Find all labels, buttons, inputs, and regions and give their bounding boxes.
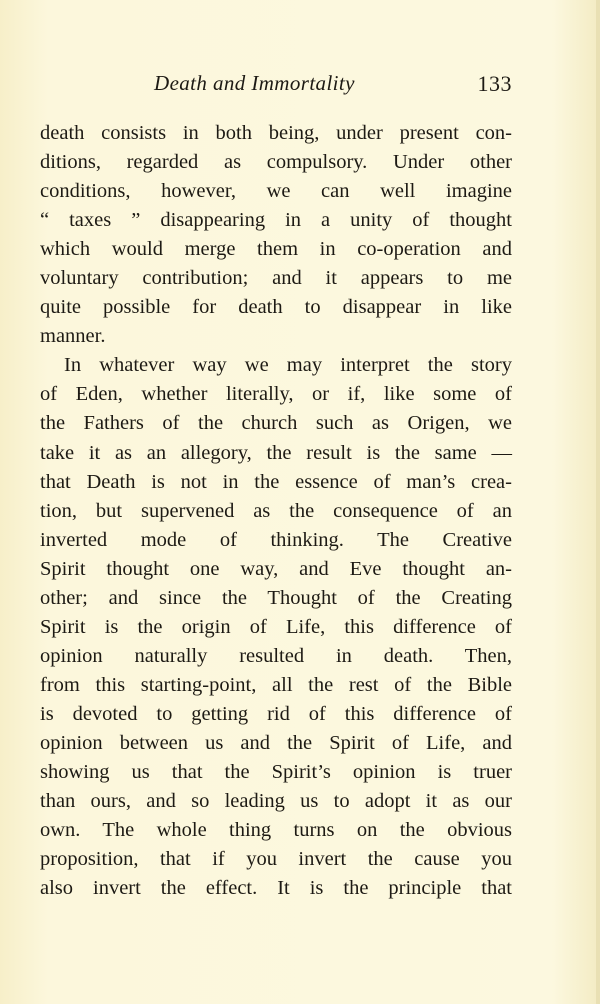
page-number: 133 xyxy=(477,71,512,96)
text-line: that Death is not in the essence of man’s crea- xyxy=(40,470,512,493)
text-line: than ours, and so leading us to adopt it as our xyxy=(40,790,512,813)
text-line: ditions, regarded as compulsory. Under other xyxy=(40,151,512,174)
body-text xyxy=(40,119,512,903)
text-line: is devoted to getting rid of this difference of xyxy=(40,702,512,725)
text-line: proposition, that if you invert the cause you xyxy=(40,848,512,871)
text-line: inverted mode of thinking. The Creative xyxy=(40,528,512,551)
text-line: also invert the effect. It is the principle that xyxy=(40,877,512,900)
text-line: manner. xyxy=(40,325,106,348)
text-line: opinion naturally resulted in death. Then, xyxy=(40,644,512,667)
text-line: other; and since the Thought of the Creating xyxy=(40,586,512,609)
running-header xyxy=(40,71,512,103)
text-line: Spirit thought one way, and Eve thought an- xyxy=(40,557,512,580)
text-line: which would merge them in co-operation and xyxy=(40,238,512,261)
text-line: the Fathers of the church such as Origen, we xyxy=(40,412,512,435)
text-line: opinion between us and the Spirit of Life, and xyxy=(40,731,512,754)
text-line: showing us that the Spirit’s opinion is truer xyxy=(40,761,512,784)
text-line: of Eden, whether literally, or if, like some of xyxy=(40,383,512,406)
text-line: quite possible for death to disappear in like xyxy=(40,296,512,319)
text-line: tion, but supervened as the consequence of an xyxy=(40,499,512,522)
text-line: take it as an allegory, the result is the same — xyxy=(40,441,512,464)
text-line: “ taxes ” disappearing in a unity of thought xyxy=(40,209,512,232)
text-line: from this starting-point, all the rest of the Bible xyxy=(40,673,512,696)
text-line: death consists in both being, under present con- xyxy=(40,122,512,144)
text-line: conditions, however, we can well imagine xyxy=(40,180,512,203)
text-line: own. The whole thing turns on the obvious xyxy=(40,819,512,842)
page-edge xyxy=(596,0,600,1004)
text-line: In whatever way we may interpret the story xyxy=(64,354,512,377)
running-title: Death and Immortality xyxy=(154,71,355,95)
text-line: voluntary contribution; and it appears to me xyxy=(40,267,512,290)
text-line: Spirit is the origin of Life, this difference of xyxy=(40,615,512,638)
